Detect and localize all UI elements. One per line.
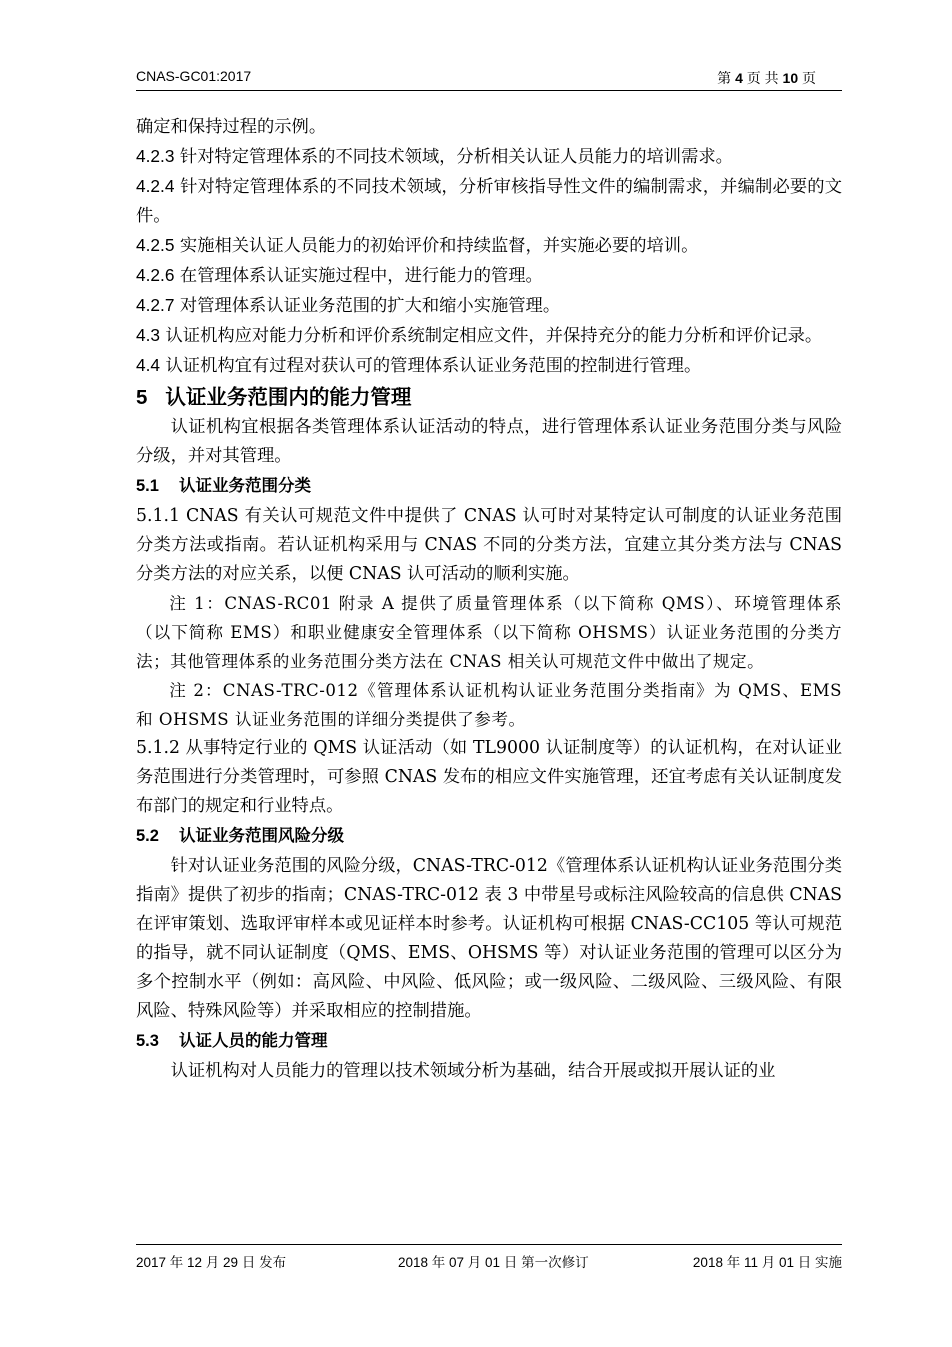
clause-4-4: 4.4 认证机构宜有过程对获认可的管理体系认证业务范围的控制进行管理。 [136, 355, 702, 376]
section-5-3-heading: 5.3 认证人员的能力管理 [136, 1032, 328, 1050]
clause-4-2-5: 4.2.5 实施相关认证人员能力的初始评价和持续监督，并实施必要的培训。 [136, 235, 699, 256]
clause-4-3: 4.3 认证机构应对能力分析和评价系统制定相应文件，并保持充分的能力分析和评价记录。 [136, 325, 823, 346]
revision-date: 2018 年 07 月 01 日 第一次修订 [398, 1255, 589, 1270]
section-5-intro: 认证机构宜根据各类管理体系认证活动的特点，进行管理体系认证业务范围分类与风险分级，并对其管理。 [136, 417, 842, 466]
note-2: 注 2：CNAS-TRC-012《管理体系认证机构认证业务范围分类指南》为 QMS、EMS 和 OHSMS 认证业务范围的详细分类提供了参考。 [136, 681, 842, 729]
page-footer [136, 1244, 842, 1271]
clause-4-2-3: 4.2.3 针对特定管理体系的不同技术领域，分析相关认证人员能力的培训需求。 [136, 146, 733, 167]
section-5-heading: 5 认证业务范围内的能力管理 [136, 386, 412, 409]
clause-4-2-7: 4.2.7 对管理体系认证业务范围的扩大和缩小实施管理。 [136, 295, 561, 316]
page-header [136, 58, 842, 91]
section-5-2-paragraph: 针对认证业务范围的风险分级，CNAS-TRC-012《管理体系认证机构认证业务范围分类指南》提供了初步的指南；CNAS-TRC-012 表 3 中带星号或标注风险较高的信息供 CNAS 在评审策划、选取评审样本或见证样本时参考。认证机构可根据 CNAS-CC105 等认可规范的指导，就不同认证制度（QMS、EMS、OHSMS 等）对认证业务范围的管理可以区分为多个控制水平（例如：高风险、中风险、低风险；或一级风险、二级风险、三级风险、有限风险、特殊风险等）并采取相应的控制措施。 [136, 856, 842, 1021]
section-5-2-heading: 5.2 认证业务范围风险分级 [136, 827, 344, 845]
clause-4-2-6: 4.2.6 在管理体系认证实施过程中，进行能力的管理。 [136, 265, 543, 286]
clause-5-1-2: 5.1.2 从事特定行业的 QMS 认证活动（如 TL9000 认证制度等）的认证机构，在对认证业务范围进行分类管理时，可参照 CNAS 发布的相应文件实施管理，还宜考虑有关认证制度发布部门的规定和行业特点。 [136, 738, 842, 816]
paragraph-continuation: 确定和保持过程的示例。 [136, 117, 327, 137]
published-date: 2017 年 12 月 29 日 发布 [136, 1255, 287, 1270]
effective-date: 2018 年 11 月 01 日 实施 [692, 1255, 842, 1270]
clause-4-2-4: 4.2.4 针对特定管理体系的不同技术领域，分析审核指导性文件的编制需求，并编制必要的文件。 [136, 176, 842, 226]
document-id: CNAS-GC01:2017 [136, 68, 252, 84]
clause-5-1-1: 5.1.1 CNAS 有关认可规范文件中提供了 CNAS 认可时对某特定认可制度的认证业务范围分类方法或指南。若认证机构采用与 CNAS 不同的分类方法，宜建立其分类方法与 CNAS 分类方法的对应关系，以便 CNAS 认可活动的顺利实施。 [136, 506, 842, 584]
page-number: 第 4 页 共 10 页 [717, 70, 816, 86]
section-5-3-paragraph: 认证机构对人员能力的管理以技术领域分析为基础，结合开展或拟开展认证的业 [170, 1061, 776, 1081]
section-5-1-heading: 5.1 认证业务范围分类 [136, 477, 311, 495]
note-1: 注 1：CNAS-RC01 附录 A 提供了质量管理体系（以下简称 QMS）、环境管理体系（以下简称 EMS）和职业健康安全管理体系（以下简称 OHSMS）认证业务范围的分类方法；其他管理体系的业务范围分类方法在 CNAS 相关认可规范文件中做出了规定。 [136, 594, 842, 671]
document-body [136, 113, 842, 1086]
